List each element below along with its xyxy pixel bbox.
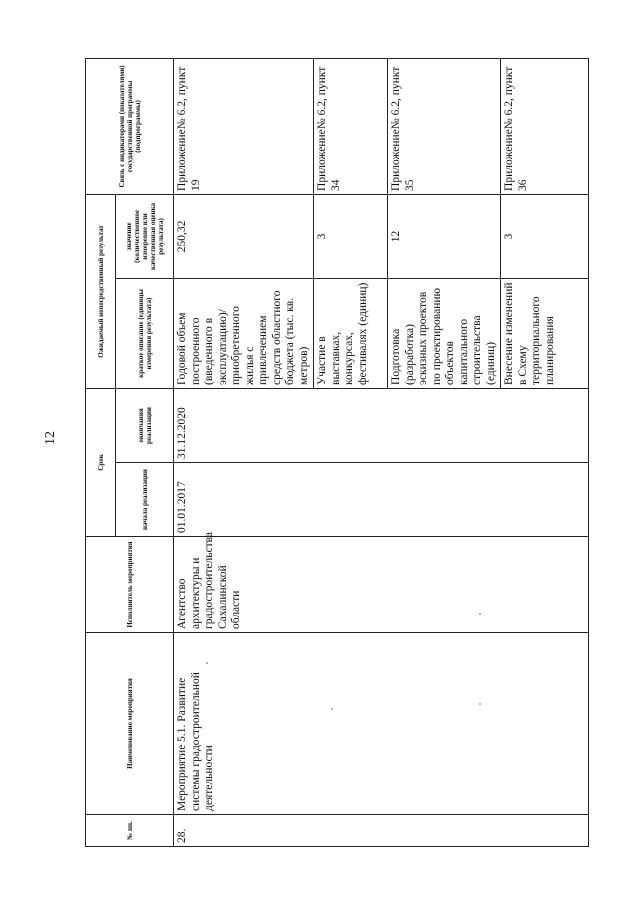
header-result-value: значение (количественное измерение или качественная оценка результата) [116,194,174,278]
header-name: Наименование мероприятия [86,633,174,815]
page-number: 12 [43,431,58,445]
result-link: Приложение№ 6.2, пункт 35 [388,58,501,194]
scan-speck [331,708,333,710]
result-value: 12 [388,194,501,278]
result-link: Приложение№ 6.2, пункт 34 [314,58,388,194]
measures-table-sheet [85,59,583,847]
result-value: 3 [501,194,589,278]
row-start-date: 01.01.2017 [174,463,589,537]
row-executor: Агентство архитектуры и градостроительства Сахалинской области [174,537,589,633]
result-value: 3 [314,194,388,278]
table-row [174,58,314,846]
result-desc: Годовой объем построенного (введенного в эксплуатацию)/приобретенного жилья с привлечением средств областного бюджета (тыс. кв. метров) [174,278,314,388]
scan-speck [206,662,208,664]
scan-speck [479,703,481,705]
header-executor: Исполнитель мероприятия [86,537,174,633]
result-link: Приложение№ 6.2, пункт 36 [501,58,589,194]
header-term-start: начала реализации [116,463,174,537]
header-result-desc: краткое описание (единицы измерения результата) [116,278,174,388]
header-link: Связь с индикаторами (показателями) государственной программы (подпрограммы) [86,58,174,194]
row-measure-name: Мероприятие 5.1. Развитие системы градостроительной деятельности [174,633,589,815]
scan-speck [479,613,481,615]
header-num: № пп. [86,815,174,847]
measures-table [85,58,589,847]
result-value: 250,32 [174,194,314,278]
result-desc: Внесение изменений в Схему территориального планирования [501,278,589,388]
result-desc: Подготовка (разработка) эскизных проектов по проектированию объектов капитального строительства (единиц) [388,278,501,388]
header-term: Срок [86,388,116,536]
row-num: 28. [174,815,589,847]
row-end-date: 31.12.2020 [174,388,589,462]
header-result: Ожидаемый непосредственный результат [86,194,116,388]
result-link: Приложение№ 6.2, пункт 19 [174,58,314,194]
result-desc: Участие в выставках, конкурсах, фестивалях (единиц) [314,278,388,388]
header-term-end: окончания реализации [116,388,174,462]
